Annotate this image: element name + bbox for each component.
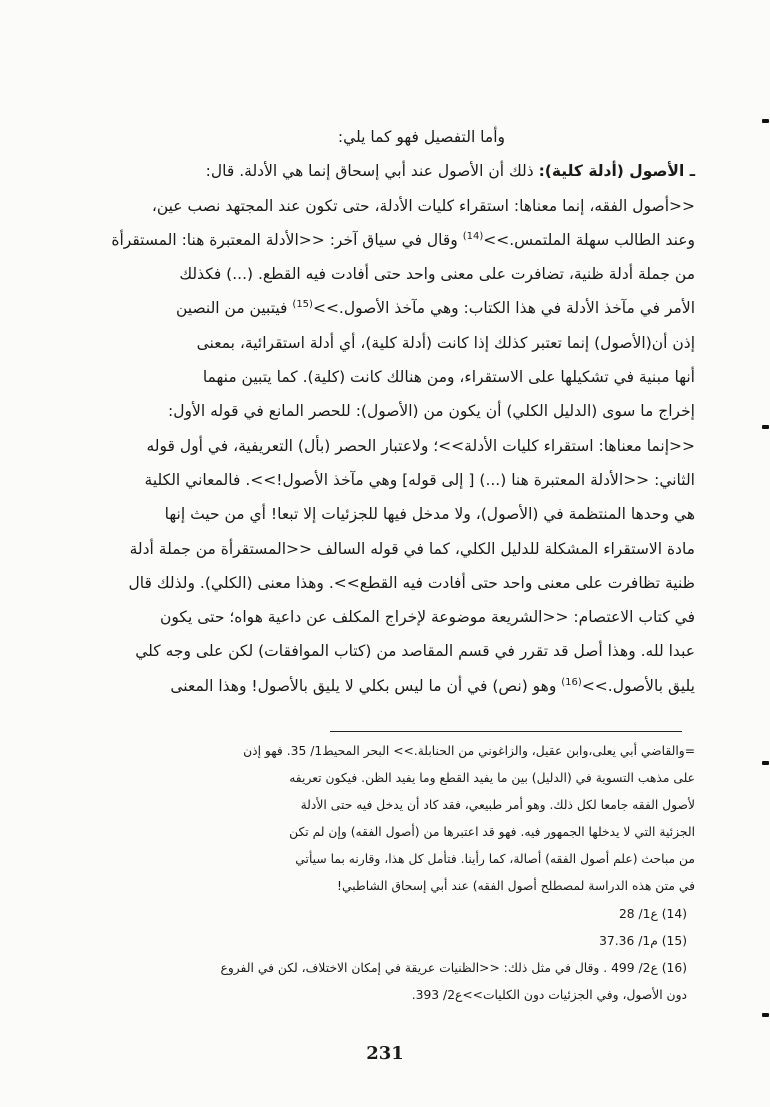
text-line: إخراج ما سوى (الدليل الكلي) أن يكون من (الأصول): للحصر المانع في قوله الأول: — [168, 402, 695, 421]
footnote-ref: (16) — [561, 676, 582, 688]
text-line: في كتاب الاعتصام: <<الشريعة موضوعة لإخراج المكلف عن داعية هواه؛ حتى يكون — [160, 608, 695, 627]
margin-mark — [762, 761, 769, 765]
term-heading: ـ الأصول (أدلة كلية): — [538, 162, 695, 181]
text-line: وعند الطالب سهلة الملتمس.>>$^{(14)}$ وقال في سياق آخر: <<الأدلة المعتبرة هنا: المستقرأة — [111, 230, 695, 249]
text-line: إذن أن(الأصول) إنما تعتبر كذلك إذا كانت (أدلة كلية)، أي أدلة استقرائية، بمعنى — [196, 333, 695, 352]
text-line: هي وحدها المنتظمة في (الأصول)، ولا مدخل فيها للجزئيات إلا تبعا! أي من حيث إنها — [164, 505, 695, 524]
footnote-line: لأصول الفقه جامعا لكل ذلك. وهو أمر طبيعي، فقد كاد أن يدخل فيه حتى الأدلة — [300, 798, 695, 813]
footnote-line: في متن هذه الدراسة لمصطلح أصول الفقه) عند أبي إسحاق الشاطبي! — [337, 879, 695, 894]
text-line: <<إنما معناها: استقراء كليات الأدلة>>؛ ولاعتبار الحصر (بأل) التعريفية، في أول قوله — [146, 436, 695, 455]
text-line: من جملة أدلة ظنية، تضافرت على معنى واحد حتى أفادت فيه القطع. (...) فكذلك — [179, 265, 695, 284]
text-line: <<أصول الفقه، إنما معناها: استقراء كليات الأدلة، حتى تكون عند المجتهد نصب عين، — [151, 196, 695, 215]
text-line: مادة الاستقراء المشكلة للدليل الكلي، كما في قوله السالف <<المستقرأة من جملة أدلة — [129, 539, 695, 558]
page-number: 231 — [366, 1043, 404, 1064]
text-line: ـ الأصول (أدلة كلية): ذلك أن الأصول عند أبي إسحاق إنما هي الأدلة. قال: — [205, 162, 695, 181]
footnote-15: (15) م1/ 37.36 — [599, 933, 687, 948]
footnote-ref: (14) — [462, 230, 484, 242]
footnote-16-continued: دون الأصول، وفي الجزئيات دون الكليات>>ع2/ 393. — [411, 987, 687, 1002]
footnote-line: على مذهب التسوية في (الدليل) بين ما يفيد القطع وما يفيد الظن. فيكون تعريفه — [289, 771, 695, 786]
footnote-16: (16) ع2/ 499 . وقال في مثل ذلك: <<الظنيات عريقة في إمكان الاختلاف، لكن في الفروع — [220, 960, 687, 975]
text-line: الأمر في مآخذ الأدلة في هذا الكتاب: وهي مآخذ الأصول.>>$^{(15)}$ فيتبين من النصين — [175, 299, 695, 318]
footnote-ref: (15) — [292, 299, 313, 311]
section-heading: وأما التفصيل فهو كما يلي: — [337, 128, 505, 146]
margin-mark — [762, 425, 769, 429]
main-text — [50, 120, 695, 703]
footnote-14: (14) ع1/ 28 — [618, 906, 687, 921]
text-line: يليق بالأصول.>>$^{(16)}$ وهو (نص) في أن ما ليس بكلي لا يليق بالأصول! وهذا المعنى — [170, 676, 695, 695]
footnote-line: =والقاضي أبي يعلى،وابن عقيل، والزاغوني من الحنابلة.>> البحر المحيط1/ 35. فهو إذن — [243, 744, 695, 758]
text-line: الثاني: <<الأدلة المعتبرة هنا (...) [ إلى قوله] وهي مآخذ الأصول!>>. فالمعاني الكلية — [144, 470, 695, 489]
footnotes — [50, 738, 695, 1009]
text-line: عبدا لله. وهذا أصل قد تقرر في قسم المقاصد من (كتاب الموافقات) لكن على وجه كلي — [135, 642, 695, 661]
text-line: أنها مبنية في تشكيلها على الاستقراء، ومن هنالك كانت (كلية). كما يتبين منهما — [202, 368, 695, 387]
footnote-line: من مباحث (علم أصول الفقه) أصالة، كما رأينا. فتأمل كل هذا، وقارنه بما سيأتي — [295, 852, 695, 867]
margin-mark — [762, 1013, 769, 1017]
text-line: ظنية تظافرت على معنى واحد حتى أفادت فيه القطع>>. وهذا معنى (الكلي). ولذلك قال — [128, 573, 695, 592]
margin-mark — [762, 119, 769, 123]
footnote-separator — [330, 731, 682, 732]
footnote-line: الجزئية التي لا يدخلها الجمهور فيه. فهو قد اعتبرها من (أصول الفقه) وإن لم تكن — [289, 825, 695, 840]
